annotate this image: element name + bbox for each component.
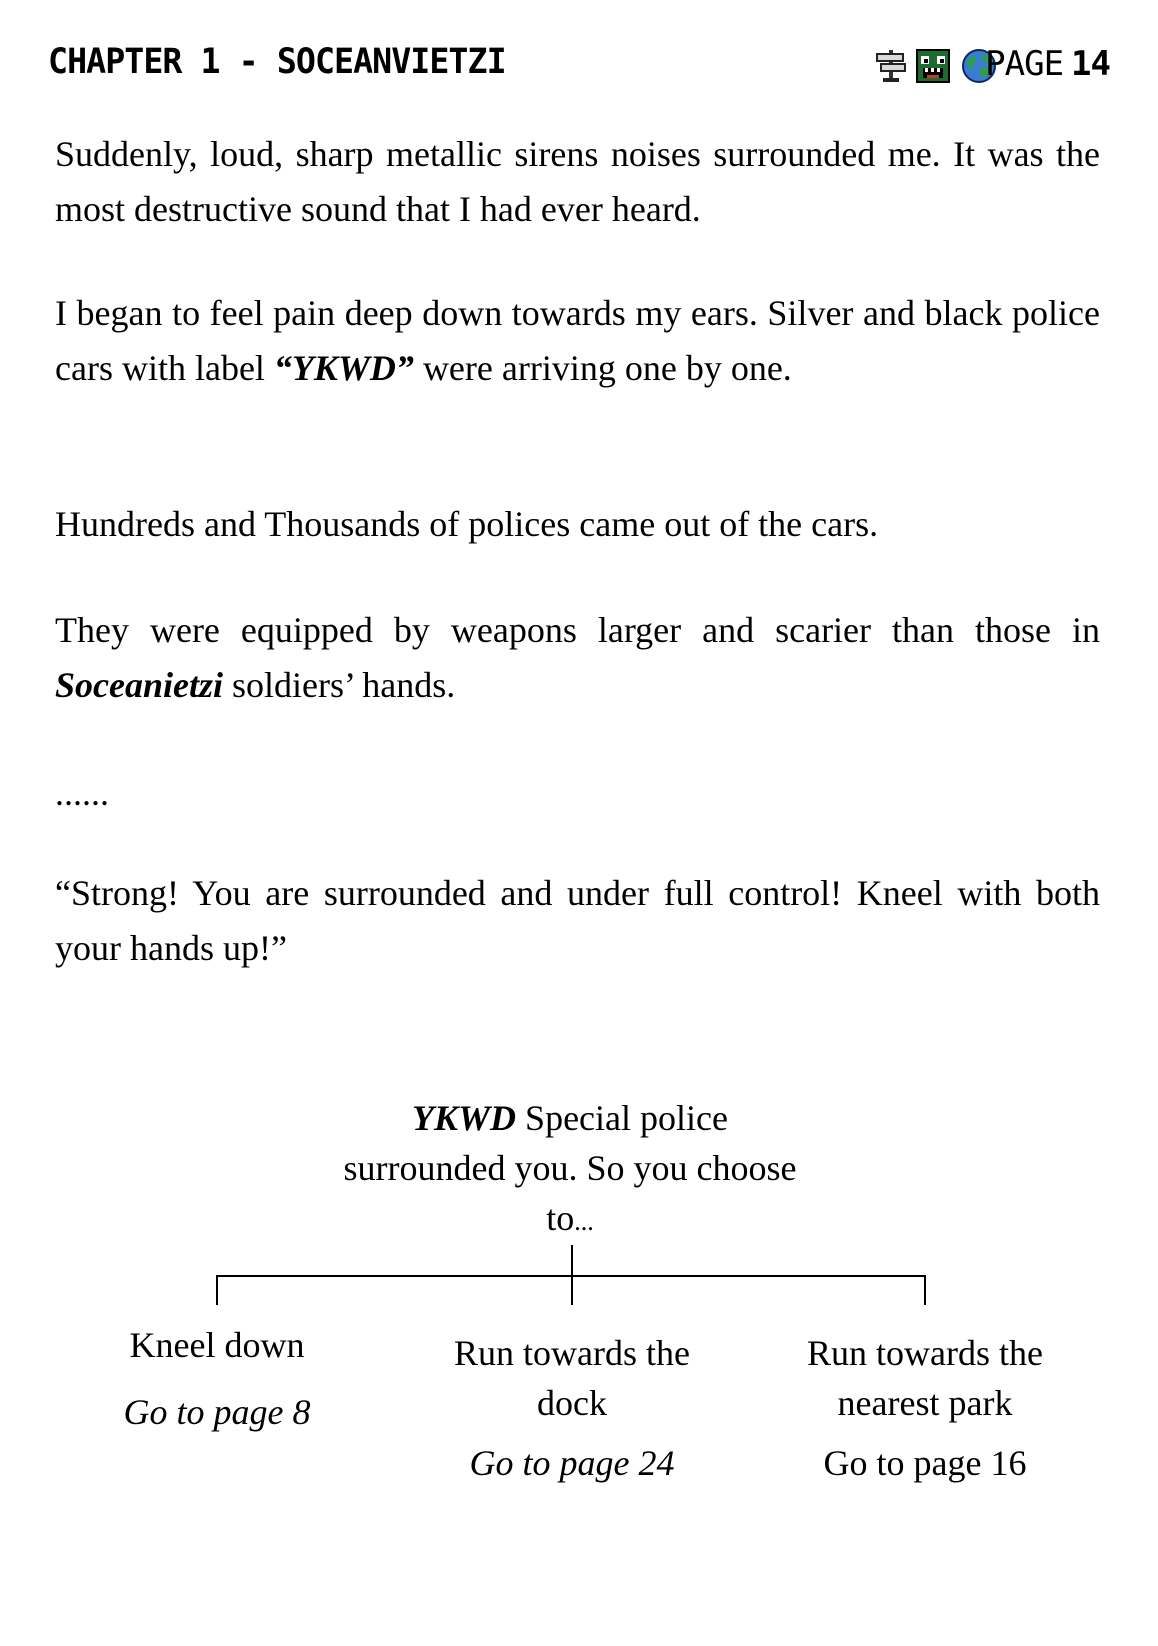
paragraph-sirens-text: Suddenly, loud, sharp metallic sirens noises surrounded me. It was the most destructive sound that I had ever heard. bbox=[55, 134, 1100, 229]
option-kneel-down-label: Kneel down bbox=[129, 1325, 305, 1365]
ellipsis-text: ...... bbox=[55, 773, 109, 813]
option-run-dock[interactable] bbox=[422, 1328, 722, 1488]
ykwd-label: “YKWD” bbox=[273, 348, 414, 388]
option-run-dock-goto[interactable]: Go to page 24 bbox=[469, 1443, 675, 1483]
option-run-park-goto[interactable]: Go to page 16 bbox=[823, 1443, 1027, 1483]
decision-ellipsis: ... bbox=[574, 1207, 594, 1236]
option-run-park-label: Run towards the nearest park bbox=[807, 1333, 1043, 1423]
option-run-park[interactable] bbox=[775, 1328, 1075, 1488]
paragraph-polices-text: Hundreds and Thousands of polices came out of the cars. bbox=[55, 504, 879, 544]
soceanietzi-name: Soceanietzi bbox=[55, 665, 223, 705]
paragraph-police-cars-text-a: I began to feel pain deep down towards my ears. Silver and black police cars with label bbox=[55, 293, 1100, 388]
option-kneel-down-goto[interactable]: Go to page 8 bbox=[123, 1392, 311, 1432]
paragraph-weapons-text-a: They were equipped by weapons larger and scarier than those in bbox=[55, 610, 1100, 650]
chapter-title: CHAPTER 1 - SOCEANVIETZI bbox=[48, 42, 506, 82]
paragraph-police-cars-text-b: were arriving one by one. bbox=[413, 348, 792, 388]
paragraph-weapons-text-b: soldiers’ hands. bbox=[223, 665, 456, 705]
option-run-dock-label: Run towards the dock bbox=[454, 1333, 690, 1423]
decision-org: YKWD bbox=[412, 1098, 517, 1138]
command-quote: “Strong! You are surrounded and under full control! Kneel with both your hands up!” bbox=[55, 873, 1100, 968]
page-number: 14 bbox=[1071, 44, 1110, 84]
decision-prompt-text: Special police surrounded you. So you choose to bbox=[343, 1098, 797, 1238]
option-kneel-down[interactable] bbox=[87, 1320, 347, 1437]
page-word: PAGE bbox=[985, 44, 1064, 84]
